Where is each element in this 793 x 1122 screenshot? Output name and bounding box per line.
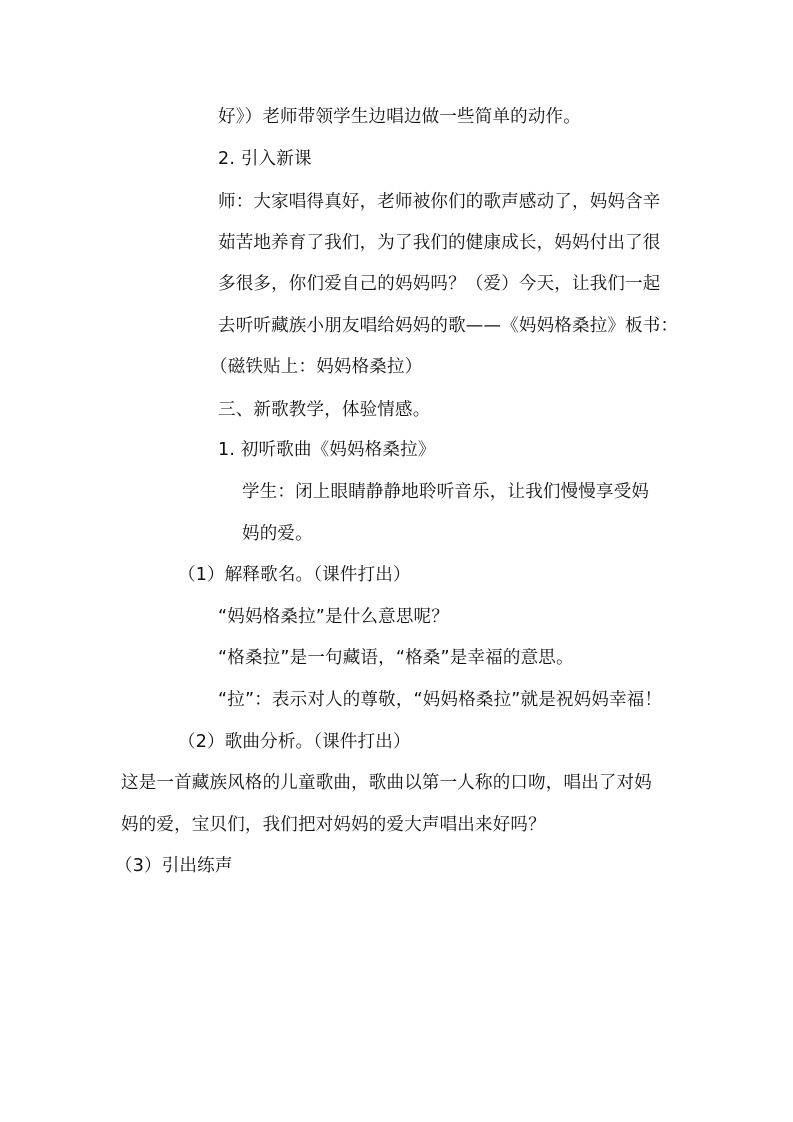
text-line-3: 师：大家唱得真好，老师被你们的歌声感动了，妈妈含辛	[218, 192, 661, 212]
text-line-17: 这是一首藏族风格的儿童歌曲，歌曲以第一人称的口吻，唱出了对妈	[121, 773, 652, 793]
text-line-12: （1）解释歌名。（课件打出）	[178, 565, 411, 585]
text-line-4: 茹苦地养育了我们，为了我们的健康成长，妈妈付出了很	[218, 233, 661, 253]
text-line-11: 妈的爱。	[242, 524, 313, 544]
text-line-18: 妈的爱，宝贝们，我们把对妈妈的爱大声唱出来好吗？	[121, 815, 546, 835]
text-line-8: 三、新歌教学，体验情感。	[218, 400, 431, 420]
text-line-15: “拉”：表示对人的尊敬，“妈妈格桑拉”就是祝妈妈幸福！	[218, 690, 663, 710]
text-line-16: （2）歌曲分析。（课件打出）	[178, 732, 411, 752]
text-line-13: “妈妈格桑拉”是什么意思呢？	[218, 607, 449, 627]
text-line-9: 1. 初听歌曲《妈妈格桑拉》	[218, 440, 436, 460]
text-line-10: 学生：闭上眼睛静静地聆听音乐，让我们慢慢享受妈	[242, 482, 650, 502]
text-line-14: “格桑拉”是一句藏语，“格桑”是幸福的意思。	[218, 648, 574, 668]
text-line-19: （3）引出练声	[115, 856, 233, 876]
text-line-2: 2. 引入新课	[218, 149, 312, 169]
text-line-1: 好》）老师带领学生边唱边做一些简单的动作。	[218, 107, 581, 127]
text-line-7: （磁铁贴上：妈妈格桑拉）	[210, 357, 423, 377]
text-line-6: 去听听藏族小朋友唱给妈妈的歌——《妈妈格桑拉》板书：	[218, 316, 679, 336]
text-line-5: 多很多，你们爱自己的妈妈吗？（爱）今天，让我们一起	[218, 274, 661, 294]
